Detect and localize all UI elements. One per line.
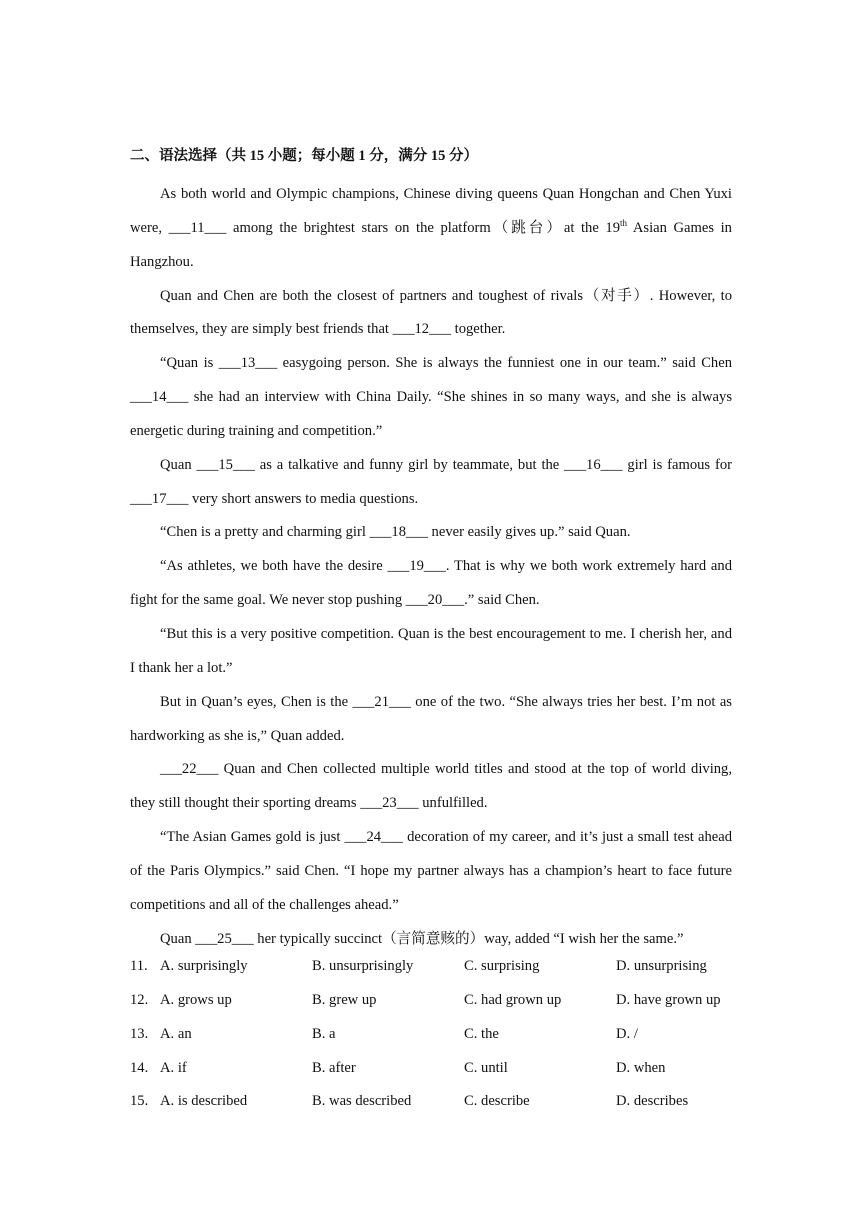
question-row xyxy=(130,1052,732,1086)
option-a: A. is described xyxy=(160,1093,248,1110)
question-number: 13. xyxy=(130,1025,149,1042)
passage-paragraph-6: “As athletes, we both have the desire ___19___. That is why we both work extremely hard and fight for the same goal. We never stop pushing ___20___.” said Chen. xyxy=(130,558,732,609)
question-row xyxy=(130,984,732,1018)
option-a: A. grows up xyxy=(160,991,232,1008)
option-d: D. unsurprising xyxy=(616,958,707,974)
option-b: B. a xyxy=(312,1025,336,1042)
passage-paragraph-3: “Quan is ___13___ easygoing person. She is always the funniest one in our team.” said Chen ___14___ she had an interview with China Daily. “She shines in so many ways, and she is always energetic during training and competition.” xyxy=(130,355,732,439)
passage-paragraph-8: But in Quan’s eyes, Chen is the ___21___ one of the two. “She always tries her best. I’m not as hardworking as she is,” Quan added. xyxy=(130,693,732,744)
question-number: 15. xyxy=(130,1093,149,1110)
option-a: A. if xyxy=(160,1059,187,1076)
passage-paragraph-1 xyxy=(130,178,732,280)
option-b: B. grew up xyxy=(312,991,377,1008)
reading-passage xyxy=(130,178,732,956)
question-number: 14. xyxy=(130,1059,149,1076)
option-d: D. have grown up xyxy=(616,991,721,1008)
question-number: 11. xyxy=(130,958,148,974)
option-c: C. the xyxy=(464,1025,499,1042)
passage-paragraph-4: Quan ___15___ as a talkative and funny girl by teammate, but the ___16___ girl is famous for ___17___ very short answers to media questions. xyxy=(130,456,732,507)
passage-paragraph-5: “Chen is a pretty and charming girl ___18___ never easily gives up.” said Quan. xyxy=(160,524,631,541)
question-row xyxy=(130,1085,732,1119)
section-heading: 二、语法选择（共 15 小题；每小题 1 分，满分 15 分） xyxy=(130,148,478,164)
answer-options xyxy=(130,950,732,1119)
option-d: D. / xyxy=(616,1025,638,1042)
passage-paragraph-7: “But this is a very positive competition. Quan is the best encouragement to me. I cherish her, and I thank her a lot.” xyxy=(130,625,732,676)
question-row xyxy=(130,950,732,984)
passage-paragraph-10: “The Asian Games gold is just ___24___ decoration of my career, and it’s just a small test ahead of the Paris Olympics.” said Chen. “I hope my partner always has a champion’s heart to face future competitions and all of the challenges ahead.” xyxy=(130,829,732,913)
option-c: C. surprising xyxy=(464,958,540,974)
option-a: A. surprisingly xyxy=(160,958,248,974)
option-c: C. until xyxy=(464,1059,508,1076)
passage-paragraph-2: Quan and Chen are both the closest of partners and toughest of rivals（对手）. However, to themselves, they are simply best friends that ___12___ together. xyxy=(130,287,732,338)
passage-paragraph-1-text: As both world and Olympic champions, Chinese diving queens Quan Hongchan and Chen Yuxi were, ___11___ among the brightest stars on the platform（跳台）at the 19 xyxy=(130,186,732,236)
option-d: D. when xyxy=(616,1059,666,1076)
passage-paragraph-1-end: Asian Games in Hangzhou. xyxy=(130,219,732,270)
option-a: A. an xyxy=(160,1025,192,1042)
option-c: C. describe xyxy=(464,1093,530,1110)
option-b: B. unsurprisingly xyxy=(312,958,414,974)
ordinal-suffix: th xyxy=(620,217,628,228)
passage-paragraph-11: Quan ___25___ her typically succinct（言简意赅的）way, added “I wish her the same.” xyxy=(160,930,684,947)
option-c: C. had grown up xyxy=(464,991,562,1008)
option-b: B. after xyxy=(312,1059,356,1076)
option-d: D. describes xyxy=(616,1093,689,1110)
passage-paragraph-9: ___22___ Quan and Chen collected multiple world titles and stood at the top of world diving, they still thought their sporting dreams ___23___ unfulfilled. xyxy=(130,761,732,812)
option-b: B. was described xyxy=(312,1093,412,1110)
question-number: 12. xyxy=(130,991,149,1008)
question-row xyxy=(130,1018,732,1052)
